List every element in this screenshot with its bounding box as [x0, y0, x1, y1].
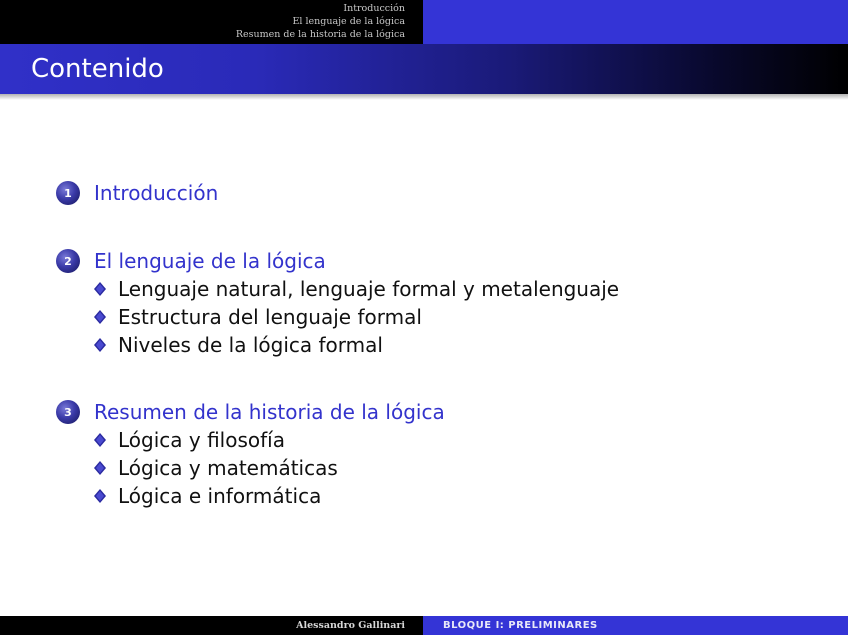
triangle-bullet-icon: [94, 310, 106, 324]
toc-subsection-item[interactable]: [94, 331, 619, 359]
section-title: Resumen de la historia de la lógica: [94, 400, 445, 424]
nav-link-lenguaje[interactable]: El lenguaje de la lógica: [292, 16, 405, 27]
toc-subsection-item[interactable]: [94, 454, 445, 482]
toc-subsection-item[interactable]: [94, 275, 619, 303]
toc-subsection-item[interactable]: [94, 303, 619, 331]
section-number-ball: 1: [56, 181, 80, 205]
toc-section-3: [56, 398, 445, 510]
subsection-title: Lógica y matemáticas: [118, 456, 338, 480]
footline-author-panel: [0, 616, 423, 635]
subsection-title: Lógica y filosofía: [118, 428, 285, 452]
subsection-title: Lenguaje natural, lenguaje formal y metalenguaje: [118, 277, 620, 301]
triangle-bullet-icon: [94, 433, 106, 447]
header-section-list: [0, 0, 423, 44]
section-number-ball: 2: [56, 249, 80, 273]
header-accent-panel: [423, 0, 848, 44]
triangle-bullet-icon: [94, 338, 106, 352]
triangle-bullet-icon: [94, 489, 106, 503]
footline-block-panel: [423, 616, 848, 635]
toc-section-link-3[interactable]: [56, 398, 445, 426]
toc-subsection-item[interactable]: [94, 482, 445, 510]
title-bar-shadow: [0, 94, 848, 100]
nav-link-historia[interactable]: Resumen de la historia de la lógica: [235, 29, 405, 40]
toc-section-1: [56, 179, 218, 207]
footline: [0, 616, 848, 635]
triangle-bullet-icon: [94, 461, 106, 475]
nav-link-introduccion[interactable]: Introducción: [343, 3, 405, 14]
subsection-title: Lógica e informática: [118, 484, 322, 508]
triangle-bullet-icon: [94, 282, 106, 296]
toc-subsection-item[interactable]: [94, 426, 445, 454]
page-title: Contenido: [31, 54, 164, 84]
section-number-ball: 3: [56, 400, 80, 424]
toc-section-2: [56, 247, 619, 359]
section-title: El lenguaje de la lógica: [94, 249, 326, 273]
section-title: Introducción: [94, 181, 219, 205]
subsection-title: Estructura del lenguaje formal: [118, 305, 422, 329]
frame-title-bar: [0, 44, 848, 94]
author-name: Alessandro Gallinari: [296, 620, 405, 631]
header-navigation: [0, 0, 848, 44]
subsection-title: Niveles de la lógica formal: [118, 333, 383, 357]
toc-section-link-2[interactable]: [56, 247, 619, 275]
toc-section-link-1[interactable]: [56, 179, 218, 207]
block-title: BLOQUE I: PRELIMINARES: [443, 620, 598, 631]
